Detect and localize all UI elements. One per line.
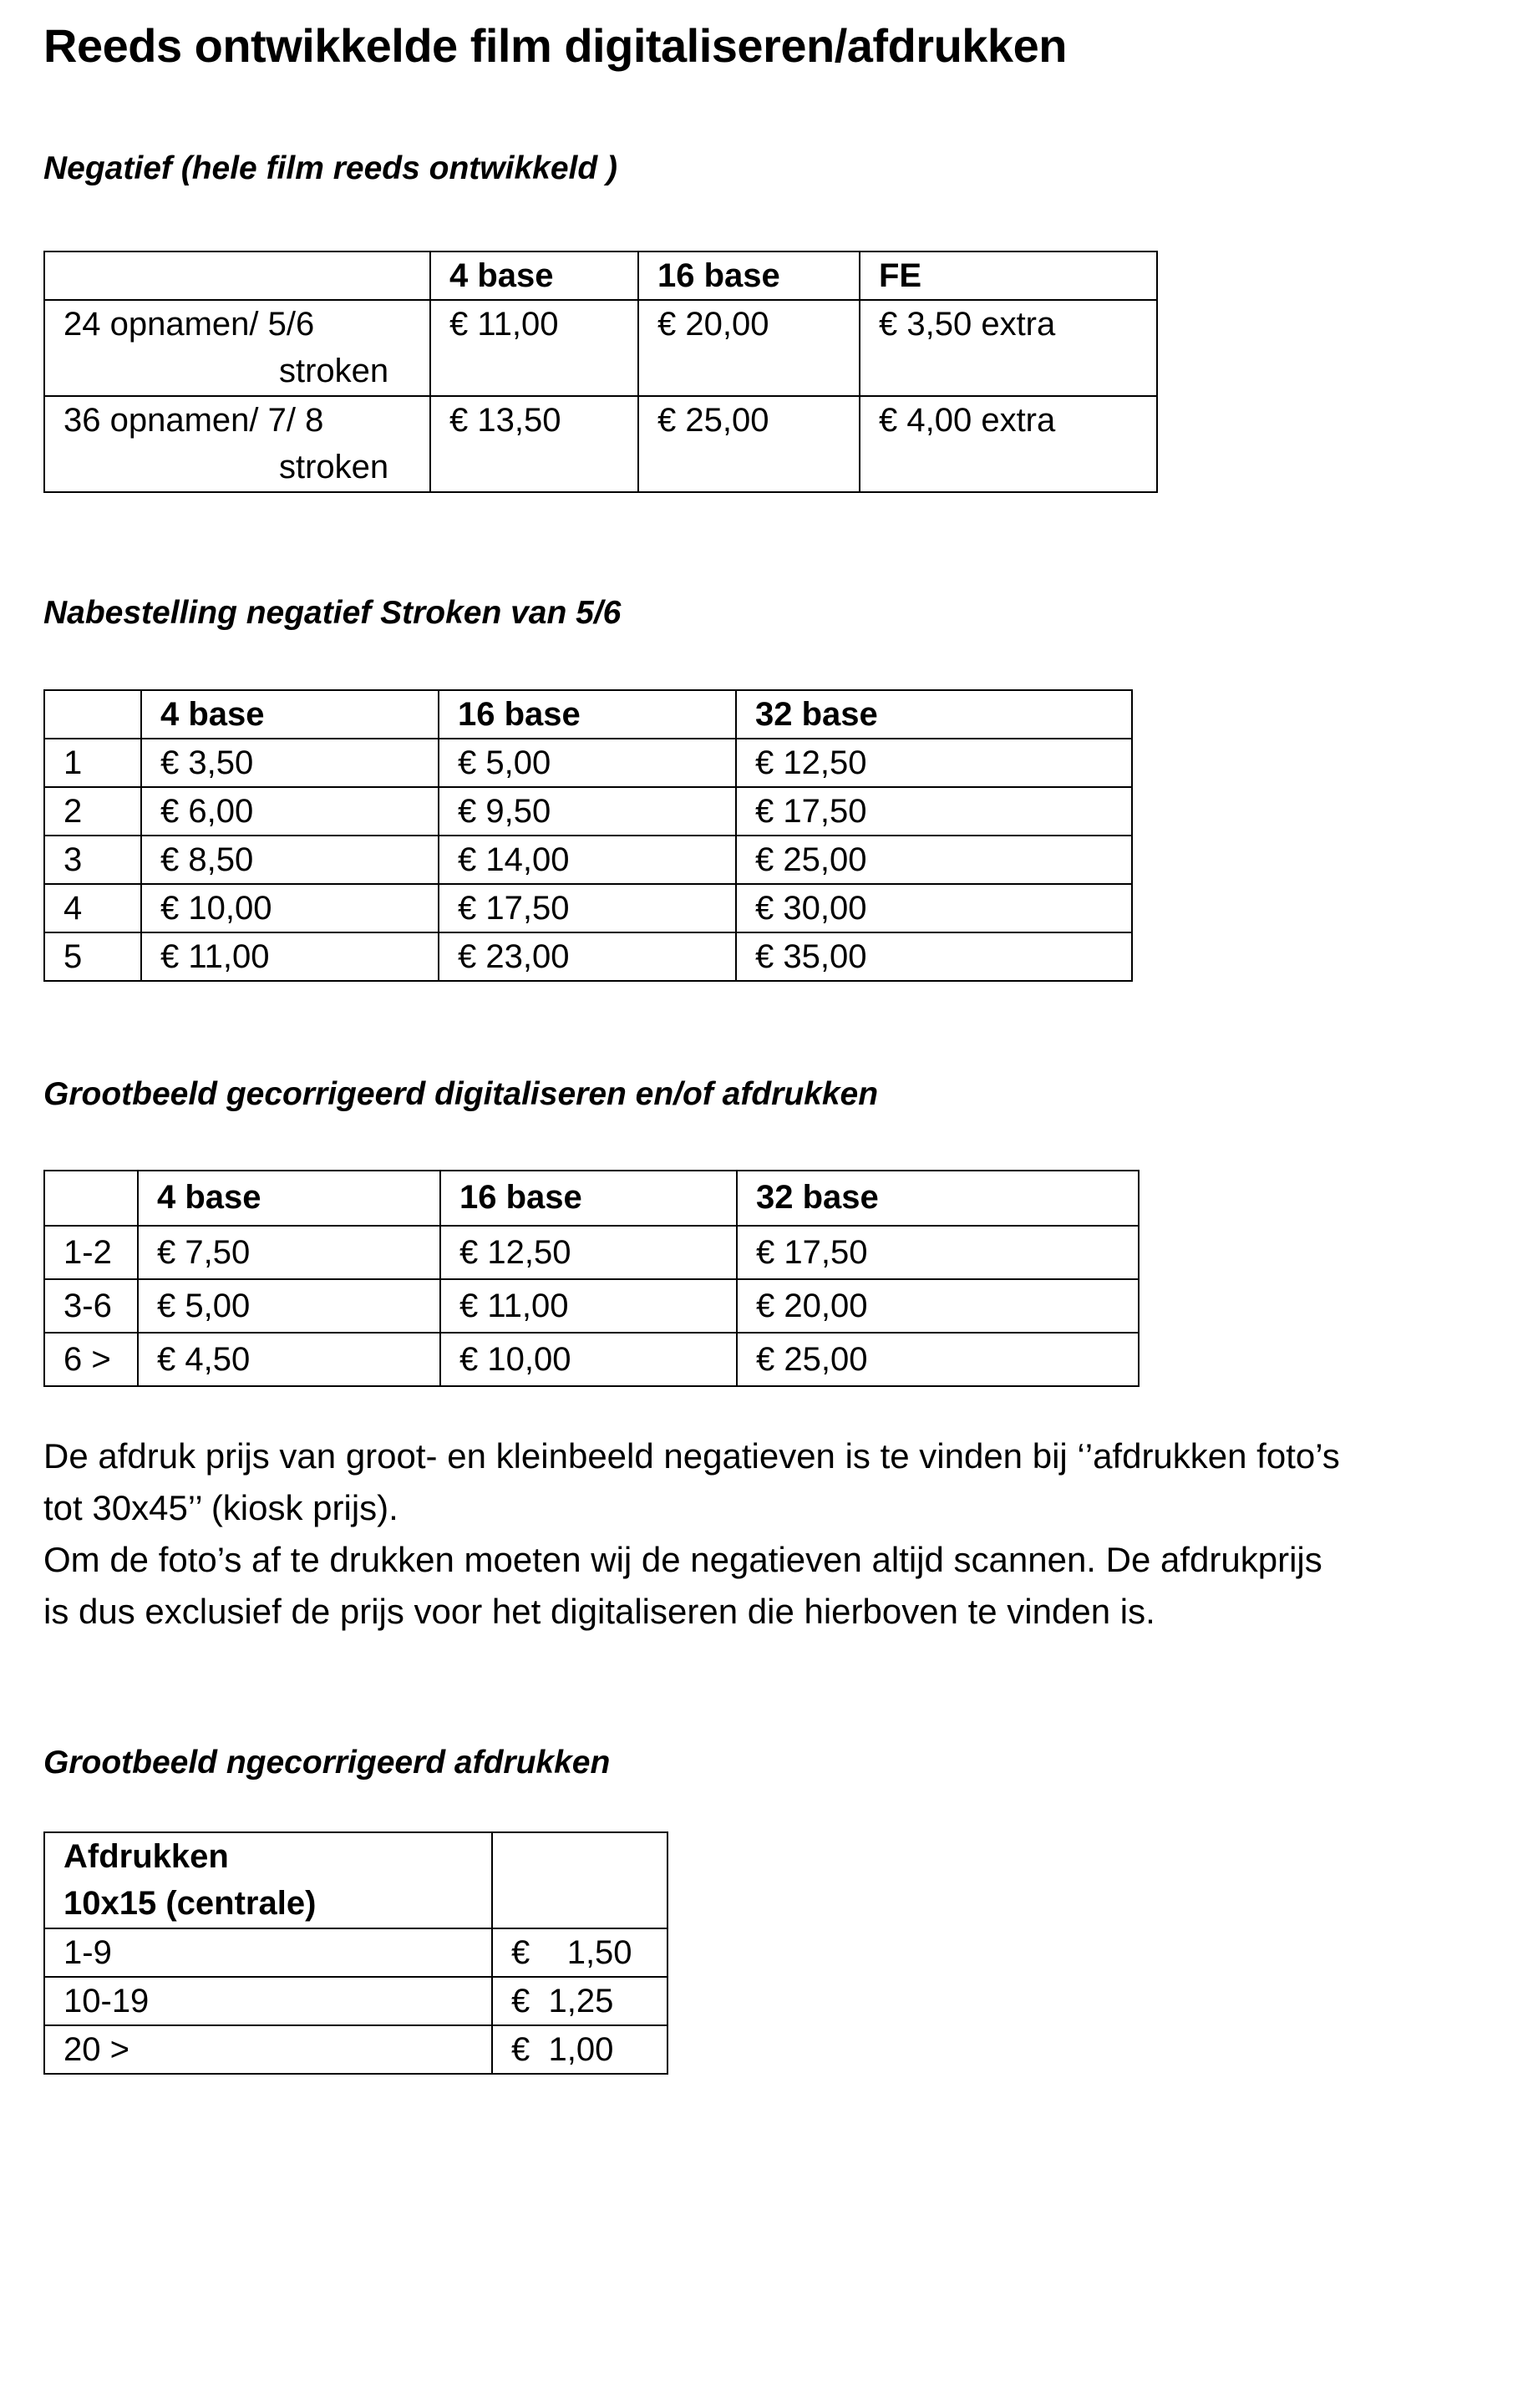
table-cell: € 5,00 <box>138 1279 440 1333</box>
table-header-cell <box>44 1832 492 1928</box>
paragraph-line: is dus exclusief de prijs voor het digitaliseren die hierboven te vinden is. <box>43 1592 1155 1631</box>
table-cell: € 17,50 <box>737 1226 1139 1279</box>
table-row <box>44 787 1132 836</box>
table-cell: € 4,50 <box>138 1333 440 1386</box>
grootbeeld-ongecorrigeerd-table <box>43 1831 668 2075</box>
table-row <box>44 2025 667 2074</box>
table-header-row <box>44 1171 1139 1226</box>
table-cell: € 1,50 <box>492 1928 667 1977</box>
table-cell: € 25,00 <box>737 1333 1139 1386</box>
table-cell: € 20,00 <box>737 1279 1139 1333</box>
info-paragraph <box>43 1430 1514 1638</box>
table-row <box>44 932 1132 981</box>
table-row <box>44 1928 667 1977</box>
row-label-line: 24 opnamen/ 5/6 <box>63 306 315 343</box>
paragraph-line: Om de foto’s af te drukken moeten wij de negatieven altijd scannen. De afdrukprijs <box>43 1540 1322 1579</box>
grootbeeld-ongecorrigeerd-heading: Grootbeeld ngecorrigeerd afdrukken <box>43 1745 611 1781</box>
table-row <box>44 396 1157 492</box>
nabestelling-table <box>43 689 1133 982</box>
table-cell: 2 <box>44 787 141 836</box>
table-row <box>44 1977 667 2025</box>
table-header-cell <box>44 690 141 739</box>
table-cell: € 10,00 <box>141 884 439 932</box>
table-header-cell <box>492 1832 667 1928</box>
table-cell: € 25,00 <box>736 836 1132 884</box>
paragraph-line: tot 30x45’’ (kiosk prijs). <box>43 1488 398 1527</box>
table-cell: 10-19 <box>44 1977 492 2025</box>
grootbeeld-gecorrigeerd-heading: Grootbeeld gecorrigeerd digitaliseren en/of afdrukken <box>43 1076 879 1112</box>
grootbeeld-gecorrigeerd-table <box>43 1170 1140 1387</box>
table-cell: € 23,00 <box>439 932 736 981</box>
table-cell: 3 <box>44 836 141 884</box>
table-cell: 6 > <box>44 1333 138 1386</box>
table-cell: € 11,00 <box>430 300 638 396</box>
table-header-cell <box>44 251 430 300</box>
negatief-heading: Negatief (hele film reeds ontwikkeld ) <box>43 150 617 186</box>
table-header-cell: 4 base <box>138 1171 440 1226</box>
table-cell: € 3,50 extra <box>860 300 1157 396</box>
table-header-cell: 32 base <box>737 1171 1139 1226</box>
table-header-cell: FE <box>860 251 1157 300</box>
table-cell: € 17,50 <box>439 884 736 932</box>
table-cell: € 5,00 <box>439 739 736 787</box>
table-cell: € 1,25 <box>492 1977 667 2025</box>
table-row <box>44 1226 1139 1279</box>
table-header-cell: 4 base <box>430 251 638 300</box>
table-cell: € 7,50 <box>138 1226 440 1279</box>
table-header-cell: 16 base <box>638 251 860 300</box>
table-cell: € 3,50 <box>141 739 439 787</box>
table-cell: € 12,50 <box>440 1226 737 1279</box>
table-row <box>44 1333 1139 1386</box>
table-cell: 1 <box>44 739 141 787</box>
row-label <box>44 396 430 492</box>
paragraph-line: De afdruk prijs van groot- en kleinbeeld negatieven is te vinden bij ‘’afdrukken foto’s <box>43 1436 1340 1476</box>
table-cell: € 9,50 <box>439 787 736 836</box>
table-cell: € 12,50 <box>736 739 1132 787</box>
table-header-row <box>44 1832 667 1928</box>
table-row <box>44 300 1157 396</box>
table-cell: € 30,00 <box>736 884 1132 932</box>
row-label <box>44 300 430 396</box>
table-row <box>44 1279 1139 1333</box>
table-header-row <box>44 251 1157 300</box>
table-cell: € 1,00 <box>492 2025 667 2074</box>
table-cell: € 14,00 <box>439 836 736 884</box>
row-label-line: stroken <box>279 353 389 389</box>
row-label-line: stroken <box>279 449 389 485</box>
nabestelling-heading: Nabestelling negatief Stroken van 5/6 <box>43 595 622 631</box>
table-header-cell: 4 base <box>141 690 439 739</box>
header-line: Afdrukken <box>63 1838 229 1875</box>
table-cell: € 11,00 <box>141 932 439 981</box>
table-cell: € 35,00 <box>736 932 1132 981</box>
table-cell: € 25,00 <box>638 396 860 492</box>
table-header-cell: 16 base <box>439 690 736 739</box>
table-cell: € 10,00 <box>440 1333 737 1386</box>
table-cell: 1-2 <box>44 1226 138 1279</box>
table-header-cell <box>44 1171 138 1226</box>
header-line: 10x15 (centrale) <box>63 1885 317 1922</box>
table-row <box>44 836 1132 884</box>
table-cell: € 13,50 <box>430 396 638 492</box>
table-cell: € 11,00 <box>440 1279 737 1333</box>
table-cell: € 20,00 <box>638 300 860 396</box>
page-title: Reeds ontwikkelde film digitaliseren/afdrukken <box>43 19 1067 72</box>
table-cell: 5 <box>44 932 141 981</box>
table-cell: 3-6 <box>44 1279 138 1333</box>
row-label-line: 36 opnamen/ 7/ 8 <box>63 402 324 439</box>
table-cell: 1-9 <box>44 1928 492 1977</box>
table-cell: 4 <box>44 884 141 932</box>
table-row <box>44 739 1132 787</box>
table-cell: € 6,00 <box>141 787 439 836</box>
table-row <box>44 884 1132 932</box>
table-cell: € 4,00 extra <box>860 396 1157 492</box>
table-header-row <box>44 690 1132 739</box>
table-cell: 20 > <box>44 2025 492 2074</box>
negatief-table <box>43 251 1158 493</box>
table-header-cell: 16 base <box>440 1171 737 1226</box>
table-cell: € 17,50 <box>736 787 1132 836</box>
table-header-cell: 32 base <box>736 690 1132 739</box>
table-cell: € 8,50 <box>141 836 439 884</box>
